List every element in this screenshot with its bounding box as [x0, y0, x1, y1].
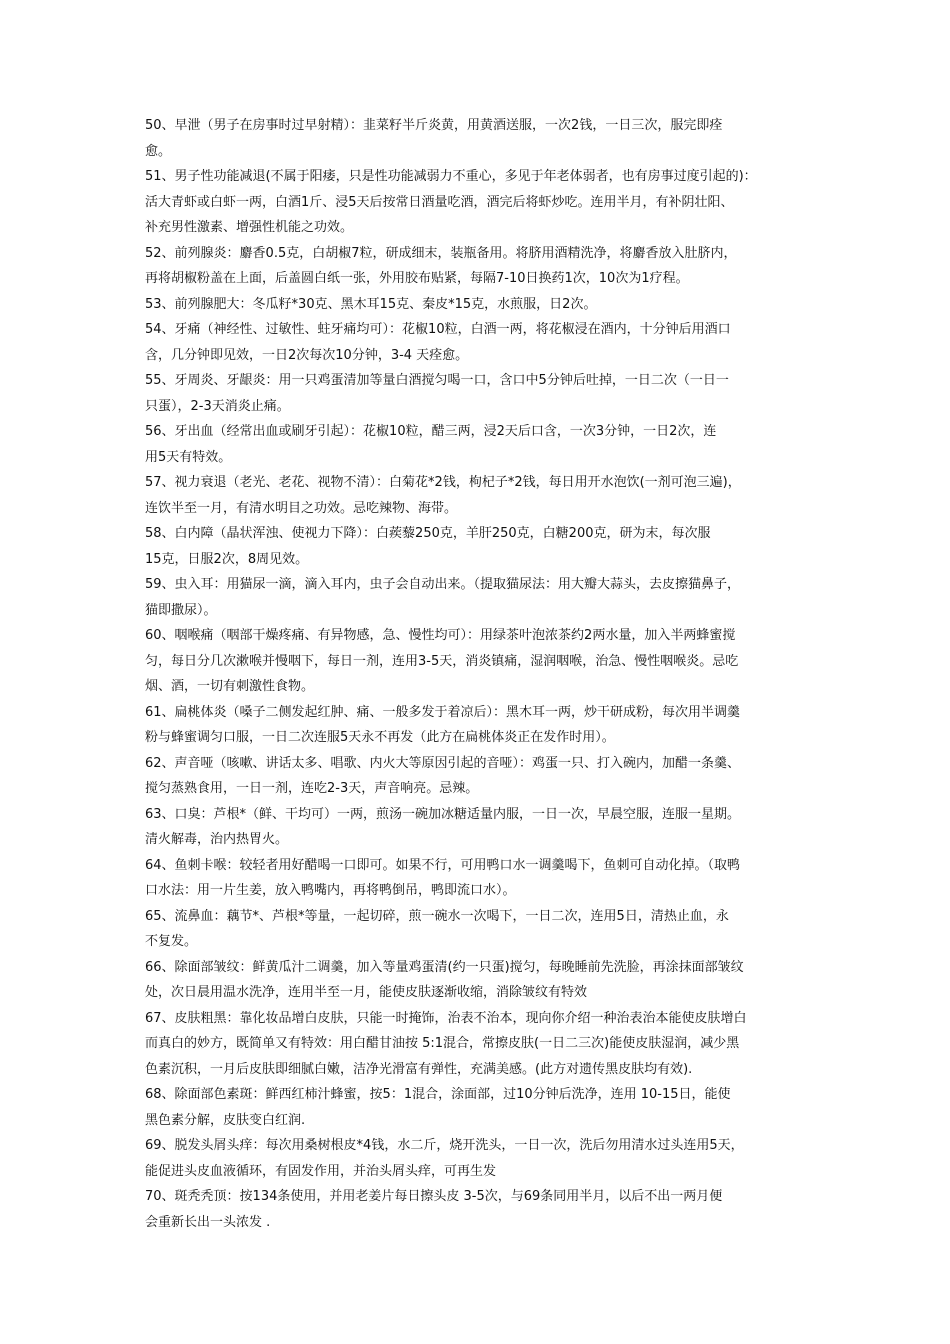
document-body [145, 113, 825, 1235]
text-line: 粉与蜂蜜调匀口服，一日二次连服5天永不再发（此方在扁桃体炎正在发作时用）。 [145, 730, 615, 745]
text-line: 56、牙出血（经常出血或刷牙引起）：花椒10粒，醋三两，浸2天后口含，一次3分钟，一日2次，连 [145, 424, 717, 439]
text-line: 补充男性激素、增强性机能之功效。 [145, 220, 354, 235]
text-line: 而真白的妙方，既简单又有特效：用白醋甘油按 5:1混合，常擦皮肤(一日二三次)能使皮肤湿润，减少黑 [145, 1036, 740, 1051]
text-line: 63、口臭：芦根*（鲜、干均可）一两，煎汤一碗加冰糖适量内服，一日一次，早晨空服，连服一星期。 [145, 806, 741, 822]
text-line: 64、鱼刺卡喉：较轻者用好醋喝一口即可。如果不行，可用鸭口水一调羹喝下，鱼刺可自动化掉。（取鸭 [145, 857, 741, 873]
text-line: 62、声音哑（咳嗽、讲话太多、唱歌、内火大等原因引起的音哑）：鸡蛋一只、打入碗内，加醋一条羹、 [145, 755, 741, 771]
text-line: 连饮半至一月，有清水明目之功效。忌吃辣物、海带。 [145, 500, 458, 516]
text-line: 68、除面部色素斑：鲜西红柿汁蜂蜜，按5：1混合，涂面部，过10分钟后洗净，连用 10-15日，能使 [145, 1087, 731, 1102]
text-line: 51、男子性功能减退(不属于阳痿，只是性功能减弱力不重心，多见于年老体弱者，也有房事过度引起的)： [145, 169, 757, 184]
text-line: 愈。 [145, 143, 172, 159]
text-line: 66、除面部皱纹：鲜黄瓜汁二调羹，加入等量鸡蛋清(约一只蛋)搅匀，每晚睡前先洗脸，再涂抹面部皱纹 [145, 959, 744, 975]
text-line: 含，几分钟即见效，一日2次每次10分钟，3-4 天痊愈。 [145, 347, 469, 363]
text-line: 52、前列腺炎：麝香0.5克，白胡椒7粒，研成细末，装瓶备用。将脐用酒精洗净，将麝香放入肚脐内， [145, 245, 737, 261]
text-line: 会重新长出一头浓发 . [145, 1214, 271, 1230]
text-line: 搅匀蒸熟食用，一日一剂，连吃2-3天，声音响亮。忌辣。 [145, 781, 479, 796]
text-line: 15克，日服2次，8周见效。 [145, 551, 309, 567]
text-line: 用5天有特效。 [145, 449, 232, 465]
text-line: 54、牙痛（神经性、过敏性、蛀牙痛均可）：花椒10粒，白酒一两，将花椒浸在酒内，十分钟后用酒口 [145, 322, 731, 337]
text-line: 61、扁桃体炎（嗓子二侧发起红肿、痛、一般多发于着凉后）：黑木耳一两，炒干研成粉，每次用半调羹 [145, 704, 741, 720]
text-line: 65、流鼻血：藕节*、芦根*等量，一起切碎，煎一碗水一次喝下，一日二次，连用5日，清热止血，永 [145, 908, 729, 924]
text-line: 口水法：用一片生姜，放入鸭嘴内，再将鸭倒吊，鸭即流口水）。 [145, 883, 516, 898]
text-line: 67、皮肤粗黑：靠化妆品增白皮肤，只能一时掩饰，治表不治本，现向你介绍一种治表治本能使皮肤增白 [145, 1010, 747, 1026]
text-line: 不复发。 [145, 934, 198, 949]
text-line: 色素沉积，一月后皮肤即细腻白嫩，洁净光滑富有弹性，充满美感。(此方对遗传黑皮肤均有效). [145, 1061, 693, 1077]
text-line: 活大青虾或白虾一两，白酒1斤、浸5天后按常日酒量吃酒，酒完后将虾炒吃。连用半月，有补阴壮阳、 [145, 194, 734, 210]
text-line: 再将胡椒粉盖在上面，后盖圆白纸一张，外用胶布贴紧，每隔7-10日换药1次，10次为1疗程。 [145, 271, 689, 286]
text-line: 清火解毒，治内热胃火。 [145, 832, 289, 847]
text-line: 匀，每日分几次漱喉并慢咽下，每日一剂，连用3-5天，消炎镇痛，湿润咽喉，治急、慢性咽喉炎。忌吃 [145, 653, 739, 669]
text-line: 59、虫入耳：用猫尿一滴，滴入耳内，虫子会自动出来。（提取猫尿法：用大瓣大蒜头，去皮擦猫鼻子， [145, 577, 741, 592]
text-line: 黑色素分解，皮肤变白红润. [145, 1112, 306, 1128]
text-line: 处，次日晨用温水洗净，连用半至一月，能使皮肤逐渐收缩，消除皱纹有特效 [145, 985, 588, 1000]
text-line: 烟、酒，一切有刺激性食物。 [145, 679, 315, 694]
text-line: 55、牙周炎、牙龈炎：用一只鸡蛋清加等量白酒搅匀喝一口，含口中5分钟后吐掉，一日二次（一日一 [145, 373, 729, 388]
text-line: 能促进头皮血液循环，有固发作用，并治头屑头痒，可再生发 [145, 1163, 497, 1179]
text-line: 猫即撒尿）。 [145, 602, 217, 618]
text-line: 60、咽喉痛（咽部干燥疼痛、有异物感，急、慢性均可）：用绿茶叶泡浓茶约2两水量，加入半两蜂蜜搅 [145, 628, 736, 643]
text-line: 57、视力衰退（老光、老花、视物不清）：白菊花*2钱，枸杞子*2钱，每日用开水泡饮(一剂可泡三遍)， [145, 475, 741, 490]
text-line: 58、白内障（晶状浑浊、使视力下降）：白蒺藜250克，羊肝250克，白糖200克，研为末，每次服 [145, 526, 711, 541]
text-line: 69、脱发头屑头痒：每次用桑树根皮*4钱，水二斤，烧开洗头，一日一次，洗后勿用清水过头连用5天， [145, 1138, 744, 1153]
text-line: 50、早泄（男子在房事时过早射精）：韭菜籽半斤炎黄，用黄酒送服，一次2钱，一日三次，服完即痊 [145, 118, 723, 133]
text-line: 70、斑秃秃顶：按134条使用，并用老姜片每日擦头皮 3-5次，与69条同用半月，以后不出一两月便 [145, 1189, 723, 1204]
text-line: 只蛋），2-3天消炎止痛。 [145, 398, 290, 414]
text-line: 53、前列腺肥大：冬瓜籽*30克、黑木耳15克、秦皮*15克，水煎服，日2次。 [145, 296, 597, 312]
